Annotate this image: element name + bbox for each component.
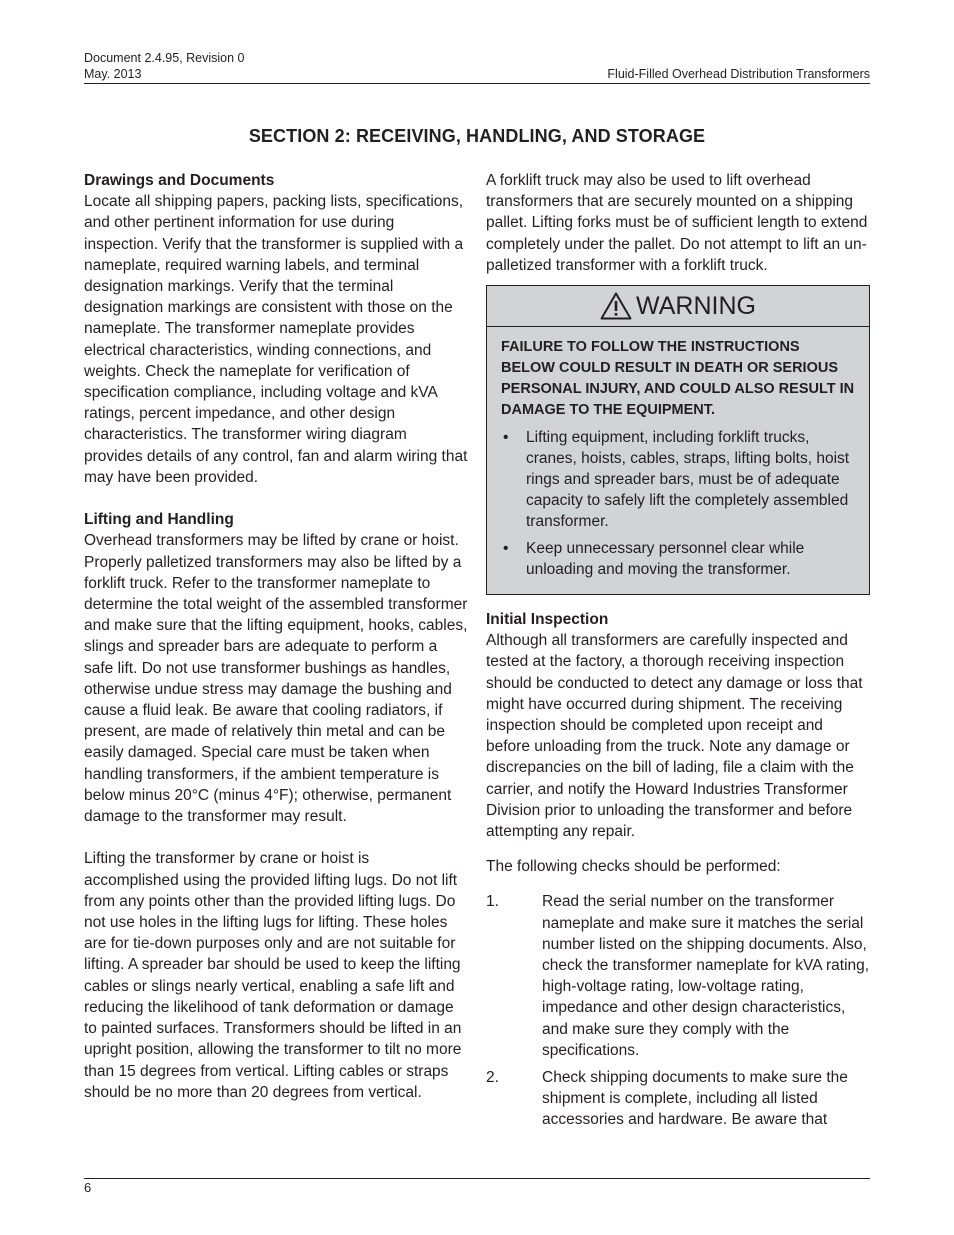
paragraph-spacer <box>84 488 468 509</box>
step-number: 2. <box>486 1069 499 1087</box>
header-divider <box>84 83 870 84</box>
checks-intro: The following checks should be performed: <box>486 858 781 876</box>
warning-triangle-icon <box>600 292 632 320</box>
lifting-paragraph-2: Lifting the transformer by crane or hoist is accomplished using the provided lifting lugs. Do not lift from any points other than the provided lifting lugs. Do not use holes in the lifting lugs for lifting. These holes are for tie-down purposes only and are not suitable for lifting. A spreader bar should be used to keep the lifting cables or slings nearly vertical, enabling a safe lift and reducing the likelihood of tank deformation or damage to painted surfaces. Transformers should be lifted in an upright position, allowing the transformer to tilt no more than 15 degrees from vertical. Lifting cables or straps should be no more than 20 degrees from vertical. <box>84 850 462 1101</box>
drawings-paragraph: Locate all shipping papers, packing lists, specifications, and other pertinent information for use during inspection. Verify that the transformer is supplied with a nameplate, required warning labels, and terminal designation markings. Verify that the terminal designation markings are consistent with those on the nameplate. The transformer nameplate provides electrical characteristics, winding connections, and weights. Check the nameplate for verification of specification compliance, including voltage and kVA ratings, percent impedance, and other design characteristics. The transformer wiring diagram provides details of any control, fan and alarm wiring that may have been provided. <box>84 193 468 486</box>
warning-title: WARNING <box>636 292 756 321</box>
step-text: Read the serial number on the transformer nameplate and make sure it matches the serial number listed on the shipping documents. Also, check the transformer nameplate for kVA rating, high-voltage rating, low-voltage rating, impedance and other design characteristics, and make sure they comply with the specifications. <box>542 893 870 1059</box>
lifting-heading: Lifting and Handling <box>84 511 234 529</box>
document-title: Fluid-Filled Overhead Distribution Transformers <box>607 67 870 81</box>
warning-bullet-list <box>501 427 855 580</box>
drawings-heading: Drawings and Documents <box>84 172 275 189</box>
step-number: 1. <box>486 893 499 911</box>
page-number: 6 <box>84 1180 92 1195</box>
right-column <box>486 170 870 1137</box>
warning-header <box>487 286 869 327</box>
check-step <box>486 1067 870 1131</box>
document-id: Document 2.4.95, Revision 0 <box>84 51 245 65</box>
warning-bullet: • Keep unnecessary personnel clear while unloading and moving the transformer. <box>501 538 855 580</box>
section-title: SECTION 2: RECEIVING, HANDLING, AND STORAGE <box>248 126 706 146</box>
warning-body <box>487 327 869 594</box>
warning-bullet: • Lifting equipment, including forklift trucks, cranes, hoists, cables, straps, lifting bolts, hoist rings and spreader bars, must be of adequate capacity to safely lift the completely assembled transformer. <box>501 427 855 532</box>
step-text: Check shipping documents to make sure the shipment is complete, including all listed accessories and hardware. Be aware that <box>542 1069 848 1129</box>
check-step <box>486 891 870 1061</box>
inspection-paragraph: Although all transformers are carefully inspected and tested at the factory, a thorough receiving inspection should be conducted to detect any damage or loss that might have occurred during shipment. The receiving inspection should be completed upon receipt and before unloading from the truck. Note any damage or discrepancies on the bill of lading, file a claim with the carrier, and notify the Howard Industries Transformer Division prior to unloading the transformer and before attempting any repair. <box>486 632 863 841</box>
lifting-paragraph-1: Overhead transformers may be lifted by crane or hoist. Properly palletized transformers may also be lifted by a forklift truck. Refer to the transformer nameplate to determine the total weight of the assembled transformer and make sure that the lifting equipment, hooks, cables, slings and spreader bars are adequate to perform a safe lift. Do not use transformer bushings as handles, otherwise undue stress may damage the bushing and cause a fluid leak. Be aware that cooling radiators, if present, are made of relatively thin metal and can be easily damaged. Special care must be taken when handling transformers, if the ambient temperature is below minus 20°C (minus 4°F); otherwise, permanent damage to the transformer may result. <box>84 532 468 826</box>
checks-list <box>486 891 870 1130</box>
inspection-heading: Initial Inspection <box>486 611 609 629</box>
forklift-paragraph: A forklift truck may also be used to lift overhead transformers that are securely mounted on a shipping pallet. Lifting forks must be of sufficient length to extend completely under the pallet. Do not attempt to lift an un-palletized transformer with a forklift truck. <box>486 172 868 274</box>
warning-caps-text: FAILURE TO FOLLOW THE INSTRUCTIONS BELOW COULD RESULT IN DEATH OR SERIOUS PERSONAL INJURY, AND COULD ALSO RESULT IN DAMAGE TO THE EQUIPMENT. <box>501 339 855 419</box>
warning-box <box>486 285 870 595</box>
document-header-info <box>84 50 245 82</box>
footer-divider <box>84 1178 870 1179</box>
document-date: May. 2013 <box>84 67 142 81</box>
left-column <box>84 170 468 1103</box>
paragraph-spacer <box>84 827 468 848</box>
